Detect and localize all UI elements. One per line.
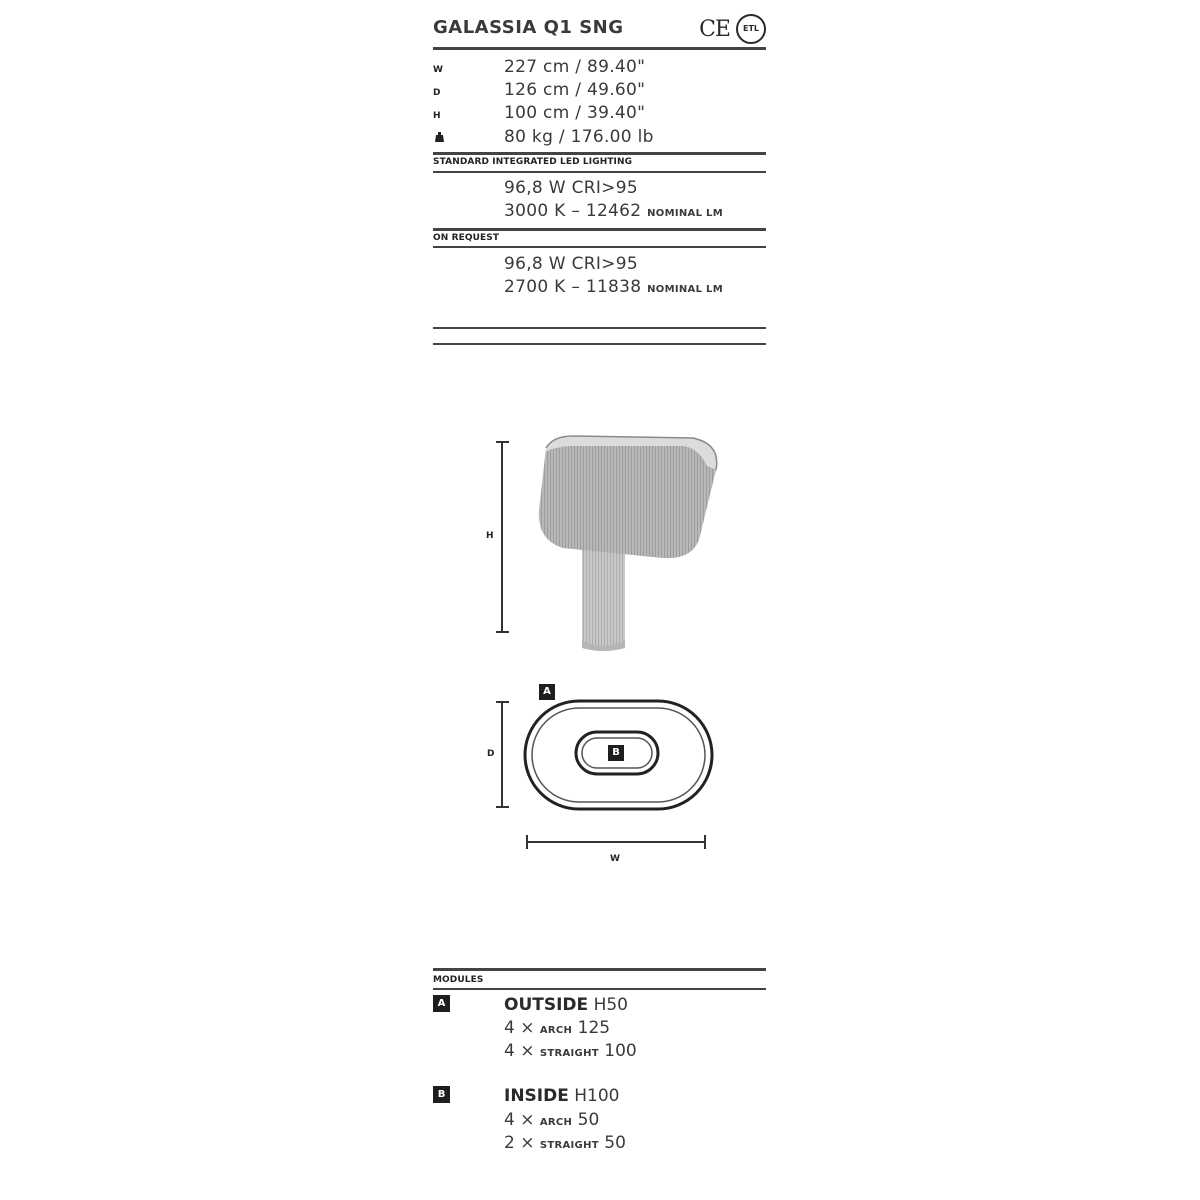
dim-value-w: 227 cm / 89.40" (504, 57, 646, 77)
module-a-part-2 (504, 1041, 637, 1061)
module-badge-a: A (433, 995, 450, 1012)
part-qty: 4 × (504, 1018, 535, 1038)
badge-a: A (539, 684, 555, 700)
part-size: 50 (604, 1133, 626, 1153)
section-heading-modules: MODULES (433, 975, 484, 985)
drawing-label-d: D (487, 749, 495, 759)
part-size: 50 (577, 1110, 600, 1130)
part-kind: ARCH (539, 1025, 573, 1036)
dim-label-h: H (433, 111, 441, 121)
part-kind: STRAIGHT (539, 1140, 599, 1151)
dim-label-w: W (433, 65, 444, 75)
etl-mark-icon: ETL (736, 14, 766, 44)
on-request-lumen-unit: NOMINAL LM (647, 284, 723, 295)
module-a-part-1 (504, 1018, 610, 1038)
module-b-height: H100 (574, 1086, 620, 1106)
part-kind: STRAIGHT (539, 1048, 599, 1059)
module-b-part-1 (504, 1110, 599, 1130)
module-b-part-2 (504, 1133, 626, 1153)
module-b-name: INSIDE (504, 1086, 569, 1106)
part-size: 100 (604, 1041, 637, 1061)
product-drawing (433, 0, 766, 900)
lamp-top-view (496, 701, 712, 849)
lamp-side-view (539, 436, 717, 651)
badge-b: B (608, 745, 624, 761)
part-kind: ARCH (539, 1117, 573, 1128)
dim-label-d: D (433, 88, 441, 98)
section-heading-standard: STANDARD INTEGRATED LED LIGHTING (433, 157, 633, 167)
part-qty: 4 × (504, 1110, 535, 1130)
part-size: 125 (577, 1018, 611, 1038)
on-request-lumen-value: 2700 K – 11838 (504, 277, 642, 297)
part-qty: 2 × (504, 1133, 535, 1153)
part-qty: 4 × (504, 1041, 535, 1061)
module-a-height: H50 (593, 995, 628, 1015)
dim-value-d: 126 cm / 49.60" (504, 80, 646, 100)
module-a-title (504, 995, 628, 1015)
module-a-name: OUTSIDE (504, 995, 589, 1015)
spec-sheet (433, 0, 766, 1200)
drawing-label-h: H (486, 531, 494, 541)
product-title: GALASSIA Q1 SNG (433, 17, 624, 38)
section-heading-on-request: ON REQUEST (433, 233, 500, 243)
on-request-power: 96,8 W CRI>95 (504, 254, 638, 274)
standard-power: 96,8 W CRI>95 (504, 178, 638, 198)
standard-lumen-value: 3000 K – 12462 (504, 201, 642, 221)
standard-lumen-unit: NOMINAL LM (647, 208, 723, 219)
ce-mark-icon: CE (699, 16, 730, 42)
module-b-title (504, 1086, 620, 1106)
dim-value-h: 100 cm / 39.40" (504, 103, 646, 123)
drawing-label-w: W (610, 854, 621, 864)
module-badge-b: B (433, 1086, 450, 1103)
divider (433, 988, 766, 990)
dim-value-weight: 80 kg / 176.00 lb (504, 127, 654, 147)
height-dimension-line (496, 442, 509, 632)
divider (433, 968, 766, 971)
